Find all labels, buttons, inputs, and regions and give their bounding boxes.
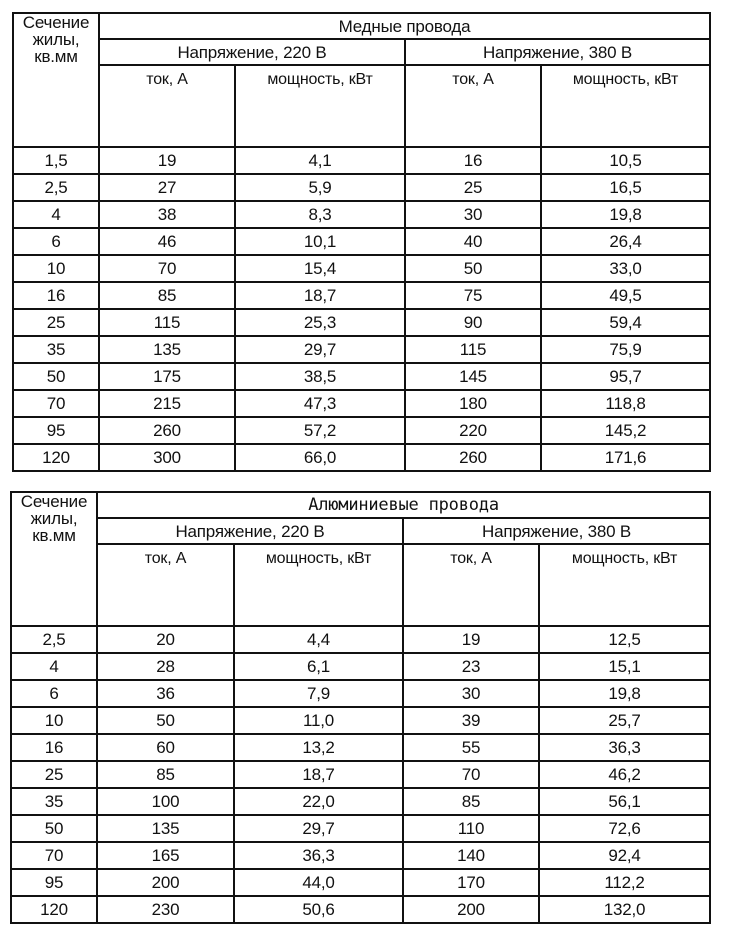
voltage-380-header: Напряжение, 380 В [403, 518, 710, 544]
power-380-cell: 56,1 [539, 788, 710, 815]
section-header [13, 13, 99, 147]
current-220-cell: 28 [97, 653, 234, 680]
power-380-cell: 33,0 [541, 255, 710, 282]
section-header [11, 492, 97, 626]
table-title: Алюминиевые провода [97, 492, 710, 518]
section-cell: 95 [11, 869, 97, 896]
voltage-380-header: Напряжение, 380 В [405, 39, 710, 65]
current-380-header: ток, А [405, 65, 541, 147]
current-220-header: ток, А [99, 65, 235, 147]
current-380-cell: 19 [403, 626, 539, 653]
voltage-220-header: Напряжение, 220 В [99, 39, 405, 65]
section-cell: 50 [11, 815, 97, 842]
power-380-cell: 26,4 [541, 228, 710, 255]
power-380-header: мощность, кВт [539, 544, 710, 626]
current-220-cell: 85 [97, 761, 234, 788]
current-380-cell: 55 [403, 734, 539, 761]
power-380-cell: 171,6 [541, 444, 710, 471]
current-220-cell: 260 [99, 417, 235, 444]
current-220-cell: 38 [99, 201, 235, 228]
current-380-cell: 115 [405, 336, 541, 363]
current-220-cell: 115 [99, 309, 235, 336]
power-380-cell: 132,0 [539, 896, 710, 923]
current-380-cell: 260 [405, 444, 541, 471]
section-cell: 2,5 [11, 626, 97, 653]
table-row [13, 363, 710, 390]
power-380-cell: 10,5 [541, 147, 710, 174]
power-220-cell: 36,3 [234, 842, 403, 869]
power-380-cell: 15,1 [539, 653, 710, 680]
power-220-cell: 4,4 [234, 626, 403, 653]
current-380-cell: 220 [405, 417, 541, 444]
power-380-cell: 16,5 [541, 174, 710, 201]
current-380-cell: 30 [403, 680, 539, 707]
power-380-cell: 46,2 [539, 761, 710, 788]
power-220-header: мощность, кВт [235, 65, 405, 147]
table-row [11, 707, 710, 734]
current-220-cell: 20 [97, 626, 234, 653]
power-380-cell: 19,8 [541, 201, 710, 228]
power-220-cell: 4,1 [235, 147, 405, 174]
section-cell: 25 [11, 761, 97, 788]
current-380-header: ток, А [403, 544, 539, 626]
current-220-cell: 46 [99, 228, 235, 255]
table-row [13, 390, 710, 417]
current-380-cell: 75 [405, 282, 541, 309]
current-220-cell: 165 [97, 842, 234, 869]
power-220-cell: 11,0 [234, 707, 403, 734]
power-220-cell: 7,9 [234, 680, 403, 707]
section-header-line: кв.мм [34, 47, 78, 66]
table-row [13, 147, 710, 174]
power-220-cell: 18,7 [234, 761, 403, 788]
section-cell: 16 [13, 282, 99, 309]
current-220-cell: 60 [97, 734, 234, 761]
power-220-cell: 10,1 [235, 228, 405, 255]
power-220-cell: 25,3 [235, 309, 405, 336]
power-220-cell: 6,1 [234, 653, 403, 680]
power-220-cell: 13,2 [234, 734, 403, 761]
current-220-cell: 215 [99, 390, 235, 417]
section-cell: 2,5 [13, 174, 99, 201]
table-row [13, 201, 710, 228]
power-380-cell: 145,2 [541, 417, 710, 444]
power-220-cell: 29,7 [234, 815, 403, 842]
current-380-cell: 180 [405, 390, 541, 417]
table-row [11, 761, 710, 788]
power-380-cell: 95,7 [541, 363, 710, 390]
current-220-cell: 36 [97, 680, 234, 707]
power-220-header: мощность, кВт [234, 544, 403, 626]
power-220-cell: 44,0 [234, 869, 403, 896]
power-380-cell: 72,6 [539, 815, 710, 842]
power-220-cell: 8,3 [235, 201, 405, 228]
current-220-cell: 175 [99, 363, 235, 390]
current-220-cell: 100 [97, 788, 234, 815]
current-380-cell: 30 [405, 201, 541, 228]
current-220-cell: 135 [97, 815, 234, 842]
section-cell: 10 [13, 255, 99, 282]
current-380-cell: 170 [403, 869, 539, 896]
power-380-cell: 19,8 [539, 680, 710, 707]
power-220-cell: 5,9 [235, 174, 405, 201]
section-cell: 16 [11, 734, 97, 761]
section-cell: 4 [11, 653, 97, 680]
power-220-cell: 15,4 [235, 255, 405, 282]
table-header [13, 13, 710, 147]
table-row [11, 896, 710, 923]
section-cell: 50 [13, 363, 99, 390]
current-220-cell: 135 [99, 336, 235, 363]
copper-wires-table [12, 12, 711, 472]
table-title: Медные провода [99, 13, 710, 39]
power-220-cell: 57,2 [235, 417, 405, 444]
table-row [11, 653, 710, 680]
power-380-cell: 112,2 [539, 869, 710, 896]
section-header-line: жилы, [32, 30, 80, 49]
current-380-cell: 85 [403, 788, 539, 815]
power-380-cell: 12,5 [539, 626, 710, 653]
section-header-line: Сечение [20, 492, 88, 511]
section-cell: 35 [11, 788, 97, 815]
section-cell: 1,5 [13, 147, 99, 174]
section-cell: 70 [11, 842, 97, 869]
current-220-header: ток, А [97, 544, 234, 626]
power-380-cell: 49,5 [541, 282, 710, 309]
current-380-cell: 90 [405, 309, 541, 336]
current-220-cell: 230 [97, 896, 234, 923]
section-header-line: Сечение [22, 13, 90, 32]
section-cell: 95 [13, 417, 99, 444]
section-cell: 10 [11, 707, 97, 734]
table-body [13, 147, 710, 471]
current-380-cell: 140 [403, 842, 539, 869]
section-cell: 6 [11, 680, 97, 707]
current-220-cell: 200 [97, 869, 234, 896]
table-row [11, 815, 710, 842]
power-380-cell: 92,4 [539, 842, 710, 869]
section-cell: 6 [13, 228, 99, 255]
power-220-cell: 29,7 [235, 336, 405, 363]
section-header-line: кв.мм [32, 526, 76, 545]
current-380-cell: 110 [403, 815, 539, 842]
current-380-cell: 40 [405, 228, 541, 255]
power-220-cell: 38,5 [235, 363, 405, 390]
current-380-cell: 23 [403, 653, 539, 680]
table-row [11, 842, 710, 869]
table-row [13, 228, 710, 255]
voltage-220-header: Напряжение, 220 В [97, 518, 403, 544]
power-220-cell: 50,6 [234, 896, 403, 923]
section-cell: 120 [11, 896, 97, 923]
power-380-cell: 36,3 [539, 734, 710, 761]
table-row [13, 309, 710, 336]
table-row [11, 869, 710, 896]
table-row [13, 255, 710, 282]
section-cell: 35 [13, 336, 99, 363]
power-380-cell: 118,8 [541, 390, 710, 417]
current-220-cell: 50 [97, 707, 234, 734]
power-380-cell: 59,4 [541, 309, 710, 336]
power-380-header: мощность, кВт [541, 65, 710, 147]
current-380-cell: 25 [405, 174, 541, 201]
section-cell: 70 [13, 390, 99, 417]
table-row [11, 680, 710, 707]
table-header [11, 492, 710, 626]
section-header-line: жилы, [30, 509, 78, 528]
section-cell: 120 [13, 444, 99, 471]
table-row [13, 282, 710, 309]
current-220-cell: 27 [99, 174, 235, 201]
current-380-cell: 16 [405, 147, 541, 174]
table-row [13, 444, 710, 471]
current-380-cell: 50 [405, 255, 541, 282]
aluminium-wires-table [10, 491, 711, 924]
power-380-cell: 75,9 [541, 336, 710, 363]
current-220-cell: 19 [99, 147, 235, 174]
table-body [11, 626, 710, 923]
power-220-cell: 18,7 [235, 282, 405, 309]
power-220-cell: 47,3 [235, 390, 405, 417]
table-row [13, 336, 710, 363]
table-row [13, 174, 710, 201]
table-row [11, 788, 710, 815]
power-380-cell: 25,7 [539, 707, 710, 734]
table-row [11, 734, 710, 761]
section-cell: 25 [13, 309, 99, 336]
table-row [11, 626, 710, 653]
current-220-cell: 70 [99, 255, 235, 282]
current-220-cell: 300 [99, 444, 235, 471]
current-380-cell: 200 [403, 896, 539, 923]
power-220-cell: 22,0 [234, 788, 403, 815]
section-cell: 4 [13, 201, 99, 228]
power-220-cell: 66,0 [235, 444, 405, 471]
current-380-cell: 145 [405, 363, 541, 390]
current-380-cell: 39 [403, 707, 539, 734]
table-row [13, 417, 710, 444]
current-380-cell: 70 [403, 761, 539, 788]
current-220-cell: 85 [99, 282, 235, 309]
